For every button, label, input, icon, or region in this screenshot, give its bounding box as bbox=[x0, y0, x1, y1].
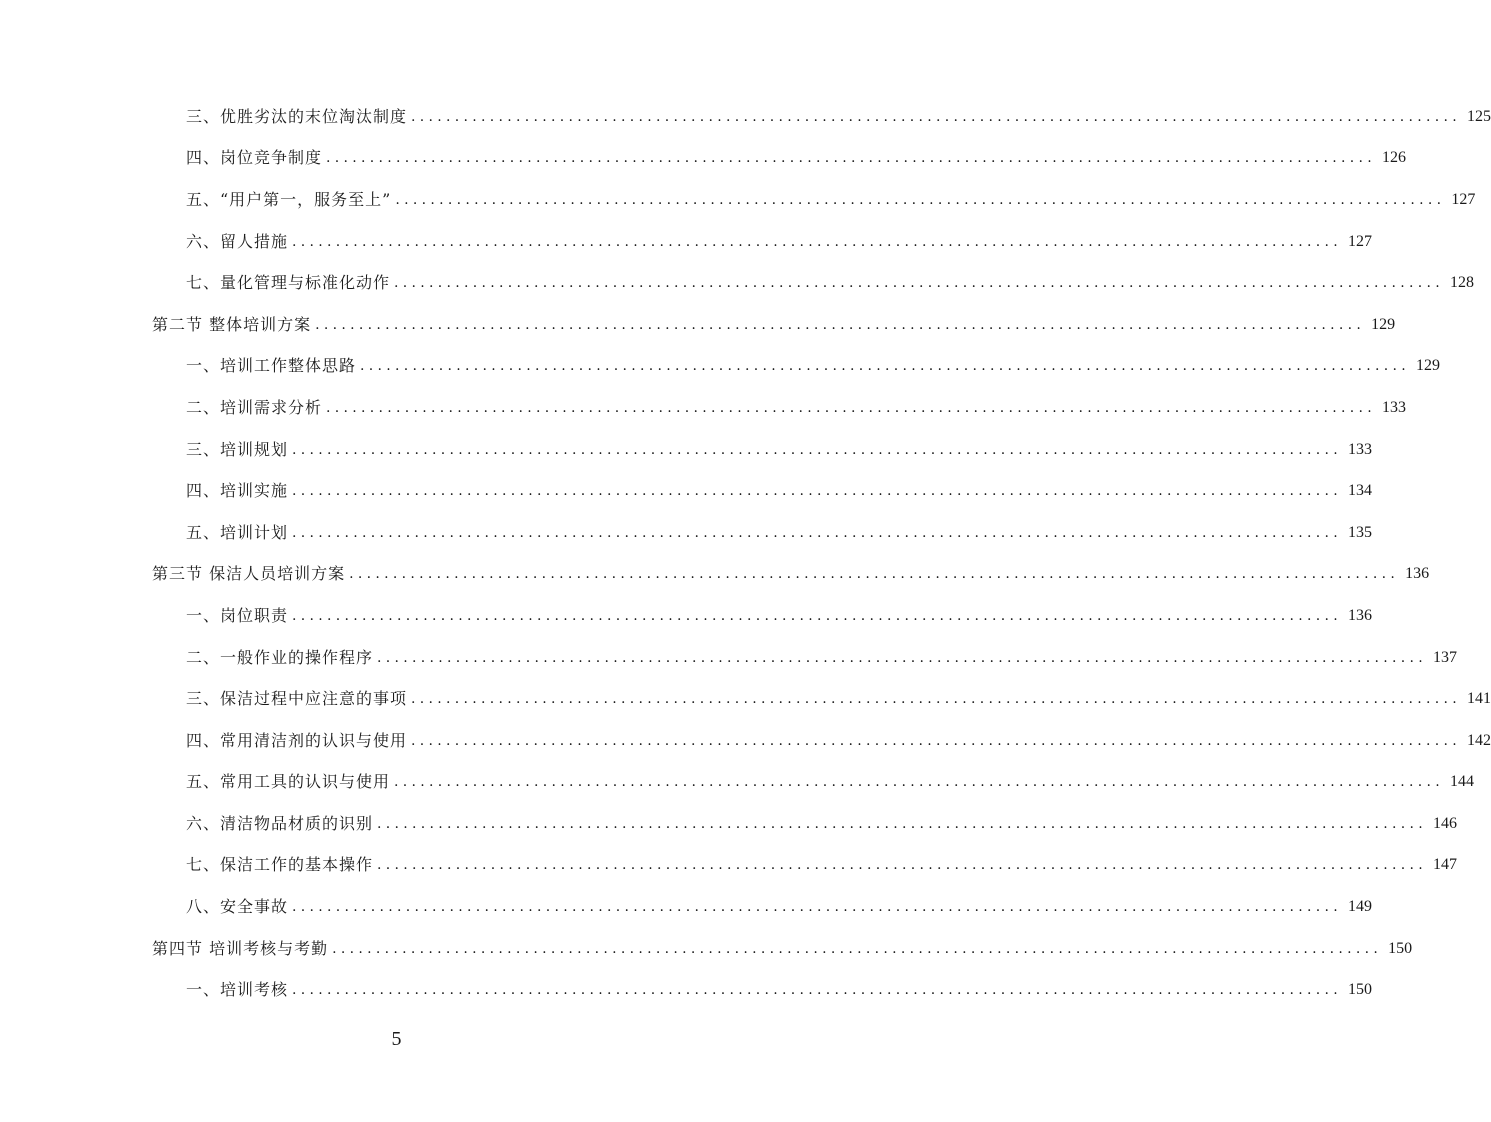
toc-entry-title: 四、培训实施 bbox=[186, 481, 289, 501]
toc-page-number: 129 bbox=[1416, 357, 1441, 375]
toc-page-number: 150 bbox=[1388, 939, 1413, 957]
dot-leader: ........................................................................................................................ bbox=[315, 316, 1366, 333]
toc-entry-title: 一、岗位职责 bbox=[186, 605, 289, 625]
toc-page-number: 133 bbox=[1348, 440, 1373, 458]
toc-page-number: 129 bbox=[1371, 315, 1396, 333]
toc-page-number: 127 bbox=[1348, 232, 1373, 250]
toc-subsection-entry[interactable] bbox=[0, 845, 1458, 887]
dot-leader: ........................................................................................................................ bbox=[395, 191, 1446, 208]
toc-entry-title: 第二节 整体培训方案 bbox=[152, 314, 312, 334]
toc-entry-title: 八、安全事故 bbox=[186, 897, 289, 917]
toc-entry-title: 六、清洁物品材质的识别 bbox=[186, 813, 374, 833]
toc-subsection-entry[interactable] bbox=[0, 96, 1491, 138]
toc-subsection-entry[interactable] bbox=[0, 138, 1407, 180]
toc-page-number: 137 bbox=[1433, 648, 1458, 666]
toc-subsection-entry[interactable] bbox=[0, 346, 1441, 388]
toc-section-entry[interactable] bbox=[0, 554, 1430, 596]
toc-entry-title: 五、培训计划 bbox=[186, 522, 289, 542]
dot-leader: ........................................................................................................................ bbox=[292, 524, 1343, 541]
toc-page-number: 134 bbox=[1348, 482, 1373, 500]
dot-leader: ........................................................................................................................ bbox=[292, 483, 1343, 500]
toc-entry-title: 七、保洁工作的基本操作 bbox=[186, 855, 374, 875]
toc-page-number: 136 bbox=[1405, 565, 1430, 583]
toc-page-number: 125 bbox=[1467, 107, 1491, 125]
toc-entry-title: 四、常用清洁剂的认识与使用 bbox=[186, 730, 408, 750]
toc-subsection-entry[interactable] bbox=[0, 221, 1373, 263]
dot-leader: ........................................................................................................................ bbox=[411, 691, 1462, 708]
toc-subsection-entry[interactable] bbox=[0, 762, 1475, 804]
toc-page-number: 144 bbox=[1450, 773, 1475, 791]
toc-subsection-entry[interactable] bbox=[0, 886, 1373, 928]
toc-subsection-entry[interactable] bbox=[0, 429, 1373, 471]
toc-page-number: 142 bbox=[1467, 731, 1491, 749]
page-number: 5 bbox=[391, 1028, 402, 1050]
dot-leader: ........................................................................................................................ bbox=[377, 649, 1428, 666]
dot-leader: ........................................................................................................................ bbox=[377, 857, 1428, 874]
toc-entry-title: 三、培训规划 bbox=[186, 439, 289, 459]
toc-subsection-entry[interactable] bbox=[0, 262, 1475, 304]
toc-page-number: 150 bbox=[1348, 981, 1373, 999]
toc-page-number: 147 bbox=[1433, 856, 1458, 874]
toc-page-number: 149 bbox=[1348, 898, 1373, 916]
dot-leader: ........................................................................................................................ bbox=[292, 441, 1343, 458]
dot-leader: ........................................................................................................................ bbox=[411, 108, 1462, 125]
toc-entry-title: 一、培训考核 bbox=[186, 980, 289, 1000]
dot-leader: ........................................................................................................................ bbox=[292, 607, 1343, 624]
toc-page-number: 135 bbox=[1348, 523, 1373, 541]
toc-subsection-entry[interactable] bbox=[0, 470, 1373, 512]
toc-entry-title: 三、优胜劣汰的末位淘汰制度 bbox=[186, 106, 408, 126]
toc-subsection-entry[interactable] bbox=[0, 179, 1476, 221]
toc-section-entry[interactable] bbox=[0, 304, 1396, 346]
toc-section-entry[interactable] bbox=[0, 928, 1413, 970]
toc-subsection-entry[interactable] bbox=[0, 678, 1491, 720]
toc-page-number: 146 bbox=[1433, 814, 1458, 832]
toc-entry-title: 二、培训需求分析 bbox=[186, 397, 323, 417]
dot-leader: ........................................................................................................................ bbox=[292, 899, 1343, 916]
toc-page-number: 133 bbox=[1382, 398, 1407, 416]
dot-leader: ........................................................................................................................ bbox=[394, 774, 1445, 791]
toc-subsection-entry[interactable] bbox=[0, 720, 1491, 762]
dot-leader: ........................................................................................................................ bbox=[394, 275, 1445, 292]
toc-subsection-entry[interactable] bbox=[0, 803, 1458, 845]
toc-entry-title: 三、保洁过程中应注意的事项 bbox=[186, 689, 408, 709]
toc-subsection-entry[interactable] bbox=[0, 512, 1373, 554]
dot-leader: ........................................................................................................................ bbox=[292, 233, 1343, 250]
table-of-contents bbox=[0, 96, 1491, 1011]
dot-leader: ........................................................................................................................ bbox=[360, 358, 1411, 375]
toc-entry-title: 二、一般作业的操作程序 bbox=[186, 647, 374, 667]
dot-leader: ........................................................................................................................ bbox=[292, 982, 1343, 999]
toc-entry-title: 六、留人措施 bbox=[186, 231, 289, 251]
dot-leader: ........................................................................................................................ bbox=[332, 940, 1383, 957]
toc-page-number: 128 bbox=[1450, 274, 1475, 292]
toc-subsection-entry[interactable] bbox=[0, 387, 1407, 429]
toc-entry-title: 第三节 保洁人员培训方案 bbox=[152, 564, 346, 584]
toc-entry-title: 五、“用户第一，服务至上” bbox=[186, 189, 392, 209]
toc-entry-title: 一、培训工作整体思路 bbox=[186, 356, 357, 376]
toc-page-number: 127 bbox=[1451, 190, 1476, 208]
toc-entry-title: 七、量化管理与标准化动作 bbox=[186, 273, 391, 293]
toc-subsection-entry[interactable] bbox=[0, 969, 1373, 1011]
toc-subsection-entry[interactable] bbox=[0, 637, 1458, 679]
toc-entry-title: 第四节 培训考核与考勤 bbox=[152, 938, 329, 958]
dot-leader: ........................................................................................................................ bbox=[326, 399, 1377, 416]
toc-entry-title: 五、常用工具的认识与使用 bbox=[186, 772, 391, 792]
toc-page-number: 141 bbox=[1467, 690, 1491, 708]
dot-leader: ........................................................................................................................ bbox=[377, 815, 1428, 832]
dot-leader: ........................................................................................................................ bbox=[411, 732, 1462, 749]
toc-page-number: 136 bbox=[1348, 606, 1373, 624]
toc-subsection-entry[interactable] bbox=[0, 595, 1373, 637]
dot-leader: ........................................................................................................................ bbox=[349, 566, 1400, 583]
toc-page-number: 126 bbox=[1382, 149, 1407, 167]
toc-entry-title: 四、岗位竞争制度 bbox=[186, 148, 323, 168]
dot-leader: ........................................................................................................................ bbox=[326, 150, 1377, 167]
